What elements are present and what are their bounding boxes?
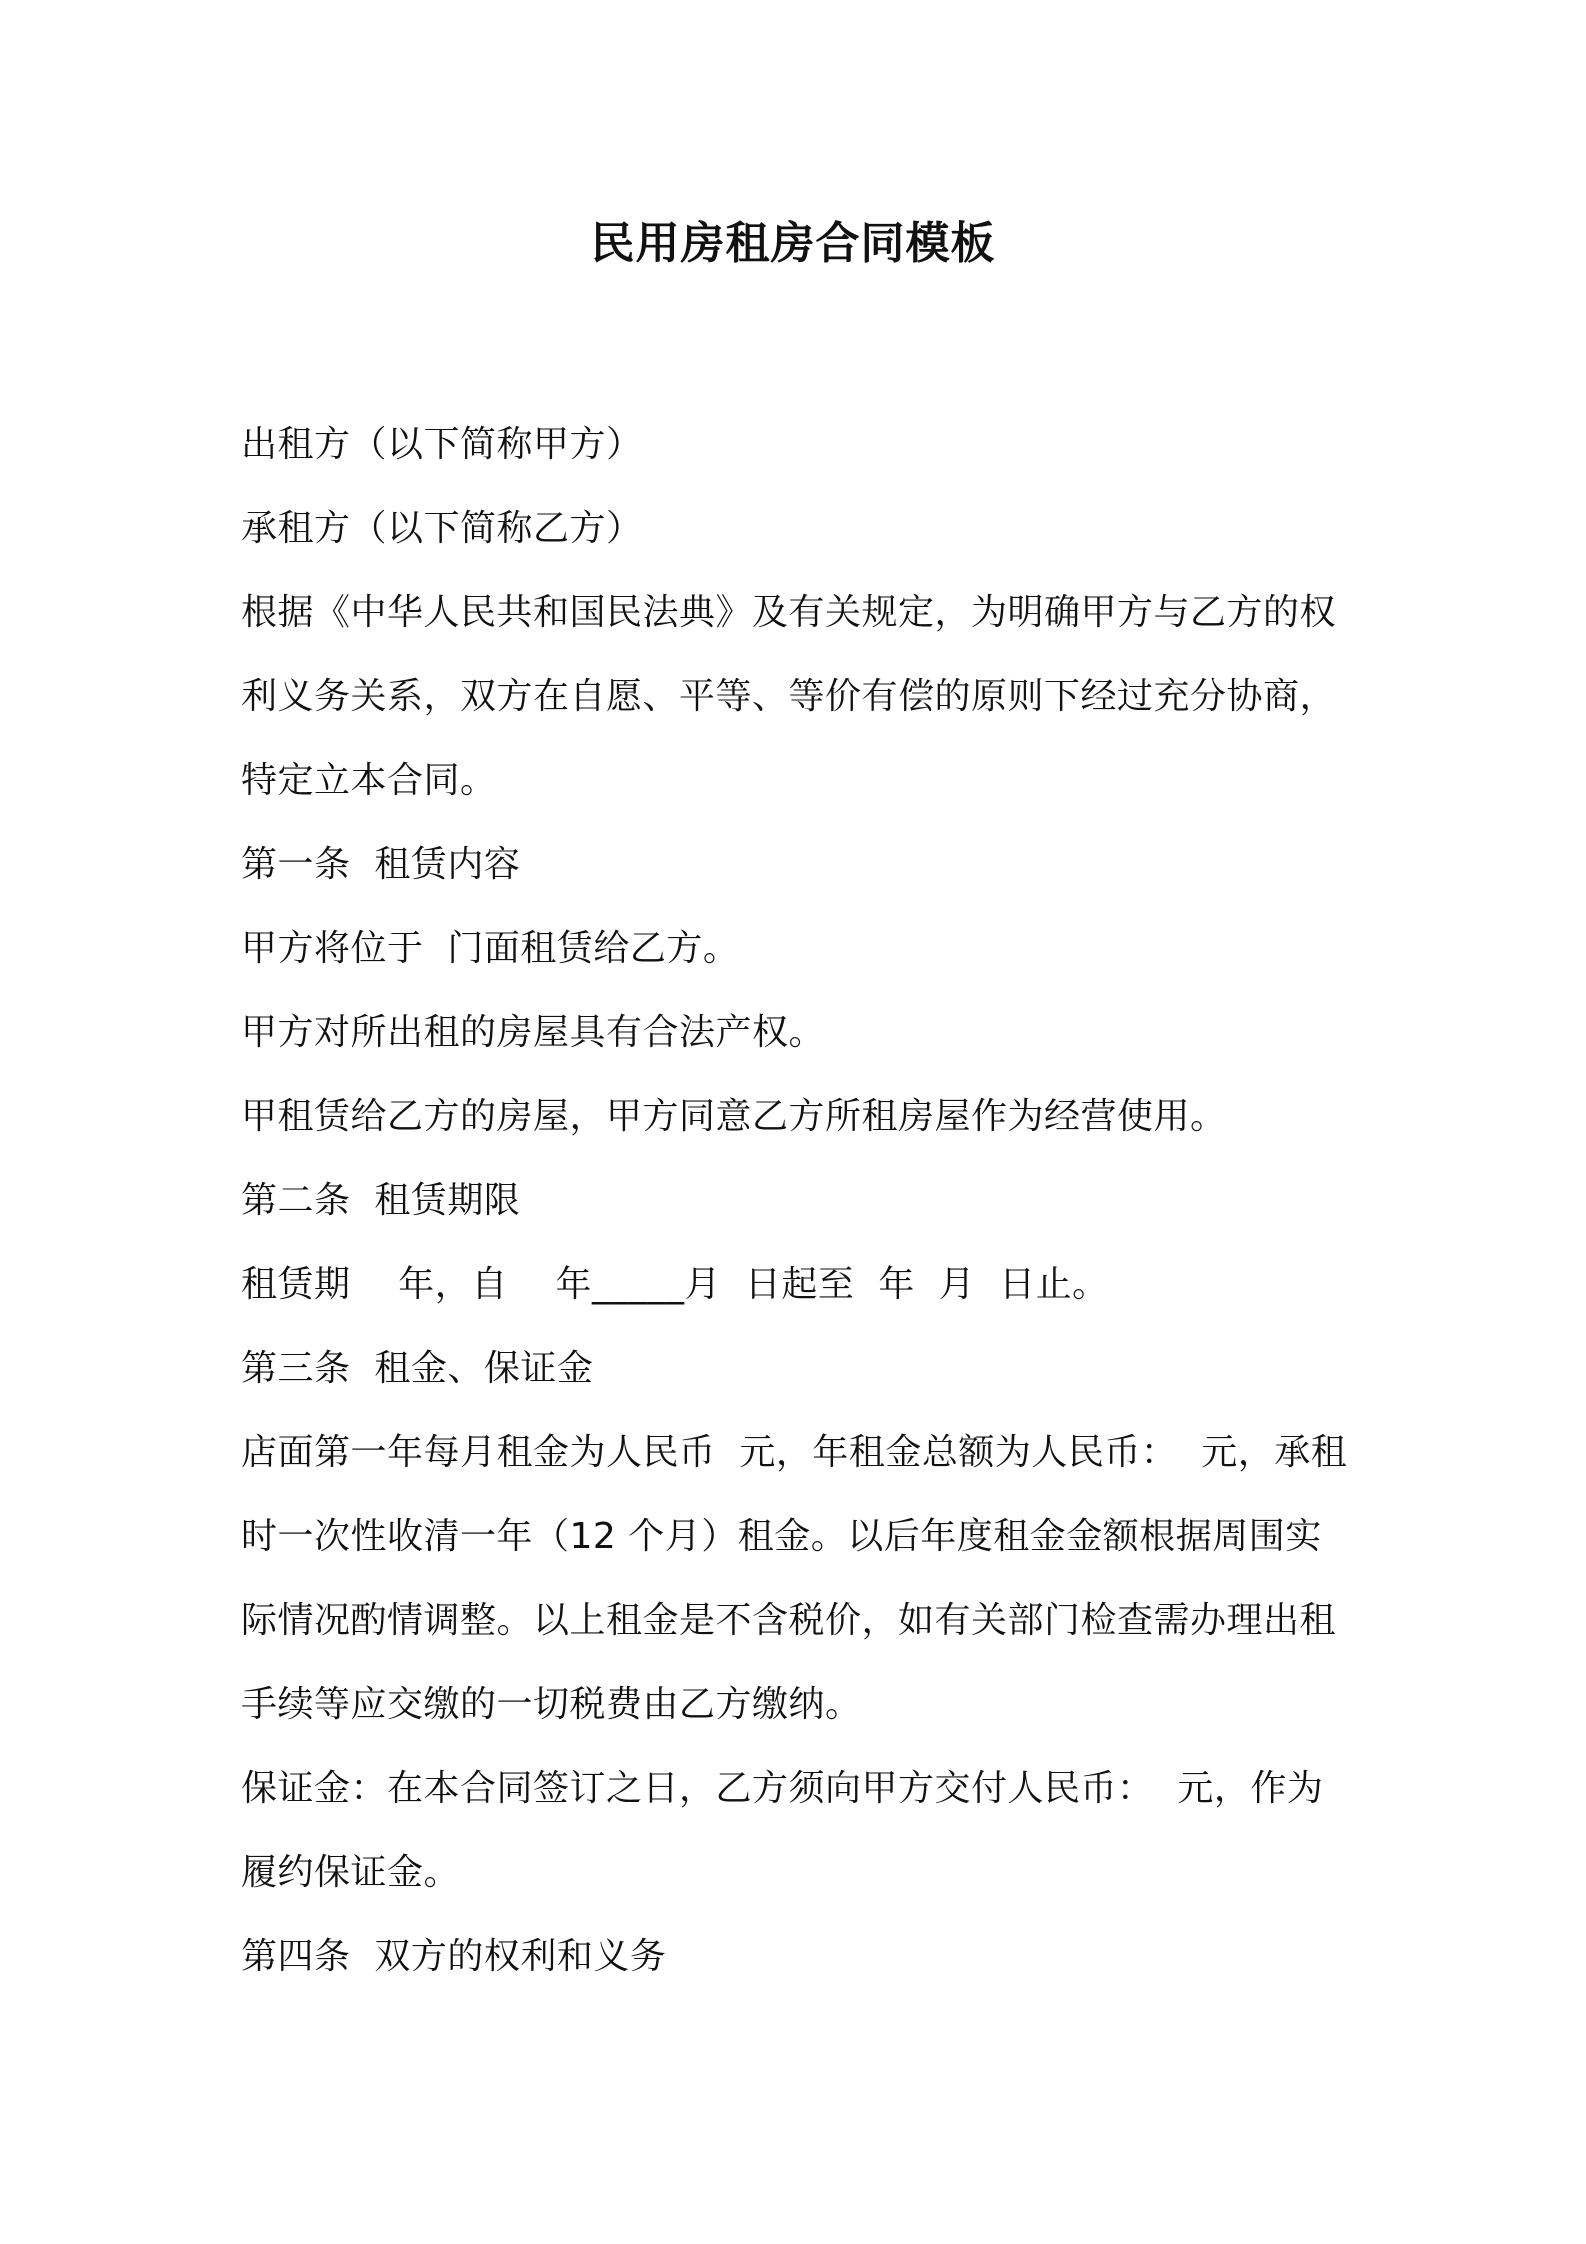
paragraph-line: 店面第一年每月租金为人民币 元，年租金总额为人民币： 元，承租 [241, 1432, 1348, 1473]
paragraph-line: 际情况酌情调整。以上租金是不含税价，如有关部门检查需办理出租 [241, 1600, 1337, 1641]
paragraph-line: 履约保证金。 [241, 1852, 461, 1893]
section-heading: 第四条 双方的权利和义务 [241, 1936, 667, 1977]
paragraph-line: 根据《中华人民共和国民法典》及有关规定，为明确甲方与乙方的权 [241, 592, 1337, 633]
paragraph-line: 甲方将位于 门面租赁给乙方。 [241, 928, 740, 969]
paragraph-line: 承租方（以下简称乙方） [241, 508, 643, 549]
paragraph-line: 甲租赁给乙方的房屋，甲方同意乙方所租房屋作为经营使用。 [241, 1096, 1227, 1137]
section-heading: 第二条 租赁期限 [241, 1180, 521, 1221]
section-heading: 第三条 租金、保证金 [241, 1348, 594, 1389]
section-heading: 第一条 租赁内容 [241, 844, 521, 885]
paragraph-line: 特定立本合同。 [241, 760, 497, 801]
paragraph-line: 手续等应交缴的一切税费由乙方缴纳。 [241, 1684, 862, 1725]
paragraph-line: 甲方对所出租的房屋具有合法产权。 [241, 1012, 826, 1053]
document-title: 民用房租房合同模板 [590, 218, 996, 269]
document-body [241, 403, 1371, 1999]
paragraph-line: 利义务关系，双方在自愿、平等、等价有偿的原则下经过充分协商， [241, 676, 1337, 717]
paragraph-line: 保证金：在本合同签订之日，乙方须向甲方交付人民币： 元，作为 [241, 1768, 1324, 1809]
paragraph-line: 出租方（以下简称甲方） [241, 424, 643, 465]
paragraph-line: 时一次性收清一年（12 个月）租金。以后年度租金金额根据周围实 [241, 1516, 1322, 1557]
paragraph-line: 租赁期 年，自 年_____月 日起至 年 月 日止。 [241, 1264, 1109, 1305]
